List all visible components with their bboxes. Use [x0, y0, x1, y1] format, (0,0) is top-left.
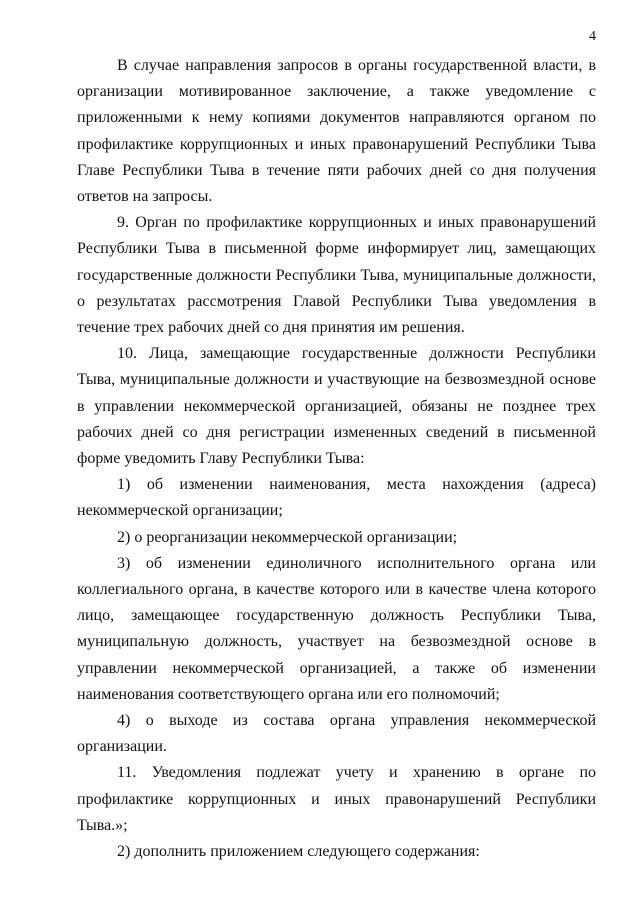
paragraph-11: 11. Уведомления подлежат учету и хранению в органе по профилактике коррупционных и иных правонарушений Республики Тыва.»; [77, 764, 596, 834]
list-item-4: 4) о выходе из состава органа управления некоммерческой организации. [77, 712, 596, 756]
document-body [77, 53, 596, 865]
list-item-3: 3) об изменении единоличного исполнительного органа или коллегиального органа, в качестве которого или в качестве члена которого лицо, замещающее государственную должность Республики Тыва, муниципальную должность, участвует на безвозмездной основе в управлении некоммерческой организацией, а также об изменении наименования соответствующего органа или его полномочий; [77, 554, 596, 703]
amendment-item-2: 2) дополнить приложением следующего содержания: [117, 843, 480, 861]
paragraph-9: 9. Орган по профилактике коррупционных и иных правонарушений Республики Тыва в письменной форме информирует лиц, замещающих государственные должности Республики Тыва, муниципальные должности, о результатах рассмотрения Главой Республики Тыва уведомления в течение трех рабочих дней со дня принятия им решения. [77, 214, 596, 337]
paragraph-10: 10. Лица, замещающие государственные должности Республики Тыва, муниципальные должности и участвующие на безвозмездной основе в управлении некоммерческой организацией, обязаны не позднее трех рабочих дней со дня регистрации измененных сведений в письменной форме уведомить Главу Республики Тыва: [77, 345, 596, 468]
list-item-2: 2) о реорганизации некоммерческой организации; [117, 528, 458, 546]
paragraph-requests: В случае направления запросов в органы государственной власти, в организации мотивированное заключение, а также уведомление с приложенными к нему копиями документов направляются органом по профилактике коррупционных и иных правонарушений Республики Тыва Главе Республики Тыва в течение пяти рабочих дней со дня получения ответов на запросы. [77, 57, 596, 206]
page-number: 4 [589, 29, 596, 44]
list-item-1: 1) об изменении наименования, места нахождения (адреса) некоммерческой организации; [77, 476, 596, 520]
